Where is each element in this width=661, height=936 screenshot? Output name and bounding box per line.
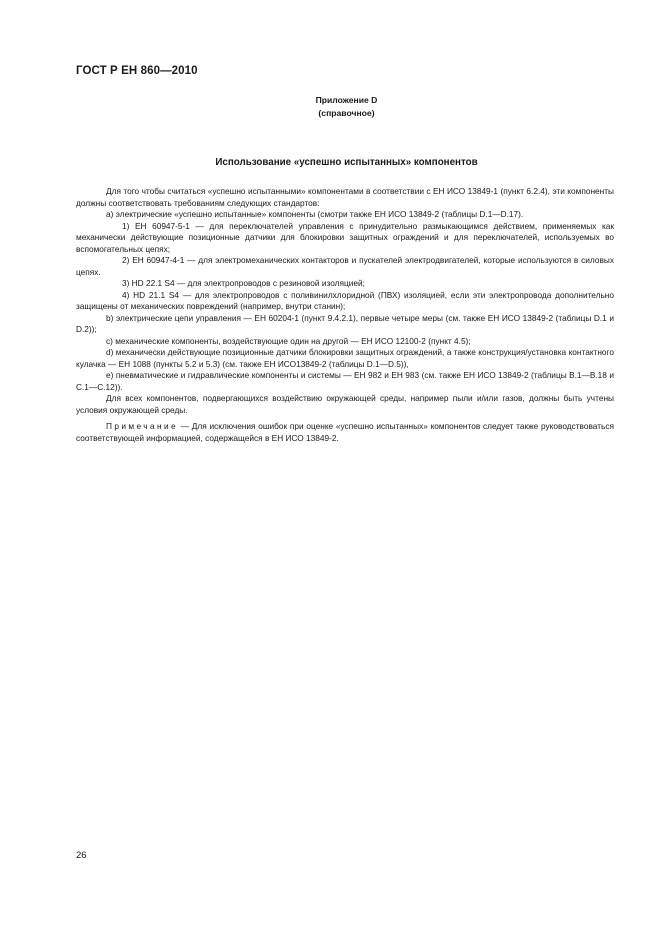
document-id-header: ГОСТ Р ЕН 860—2010 [76, 65, 198, 77]
list-item-d: d) механически действующие позиционные датчики блокировки защитных ограждений, а также конструкция/установка контактного кулачка — ЕН 1088 (пункты 5.2 и 5.3) (см. также ЕН ИСО13849-2 (таблицы D.1—D.5)), [76, 347, 614, 369]
appendix-heading [0, 94, 661, 119]
note-paragraph [76, 421, 614, 444]
list-item-a-2: 2) ЕН 60947-4-1 — для электромеханических контакторов и пускателей электродвигателей, которые используются в силовых цепях. [76, 255, 614, 277]
list-item-b: b) электрические цепи управления — ЕН 60204-1 (пункт 9.4.2.1), первые четыре меры (см. также ЕН ИСО 13849-2 (таблицы D.1 и D.2)); [76, 312, 614, 334]
document-body [76, 186, 614, 444]
note-label: Примечание [106, 421, 179, 431]
section-title: Использование «успешно испытанных» компонентов [215, 157, 478, 168]
list-item-a-3: 3) HD 22.1 S4 — для электропроводов с резиновой изоляцией; [122, 278, 365, 288]
environment-paragraph: Для всех компонентов, подвергающихся воздействию окружающей среды, например пыли и/или газов, должны быть учтены условия окружающей среды. [76, 393, 614, 415]
note-text: — Для исключения ошибок при оценке «успешно испытанных» компонентов следует также руководствоваться соответствующей информацией, содержащейся в ЕН ИСО 13849-2. [76, 421, 614, 443]
appendix-subtitle: (справочное) [318, 107, 375, 118]
list-item-a-4: 4) HD 21.1 S4 — для электропроводов с поливинилхлоридной (ПВХ) изоляцией, если эти электропровода дополнительно защищены от механических повреждений (например, внутри станин); [76, 289, 614, 311]
list-item-a-1: 1) ЕН 60947-5-1 — для переключателей управления с принудительно размыкающимся действием, применяемых как механически действующие позиционные датчики для блокировки защитных ограждений и для переключателей, используемых во вспомогательных цепях; [76, 220, 614, 254]
list-item-e: e) пневматические и гидравлические компоненты и системы — ЕН 982 и ЕН 983 (см. также ЕН ИСО 13849-2 (таблицы B.1—B.18 и C.1—C.12)). [76, 370, 614, 392]
list-item-c: c) механические компоненты, воздействующие один на другой — ЕН ИСО 12100-2 (пункт 4.5); [106, 335, 471, 346]
appendix-title: Приложение D [315, 95, 378, 105]
page-number: 26 [76, 850, 87, 861]
intro-paragraph: Для того чтобы считаться «успешно испытанными» компонентами в соответствии с ЕН ИСО 13849-1 (пункт 6.2.4), эти компоненты должны соответствовать требованиям следующих стандартов: [76, 186, 614, 208]
list-item-a: а) электрические «успешно испытанные» компоненты (смотри также ЕН ИСО 13849-2 (таблицы D.1—D.17). [106, 209, 524, 219]
